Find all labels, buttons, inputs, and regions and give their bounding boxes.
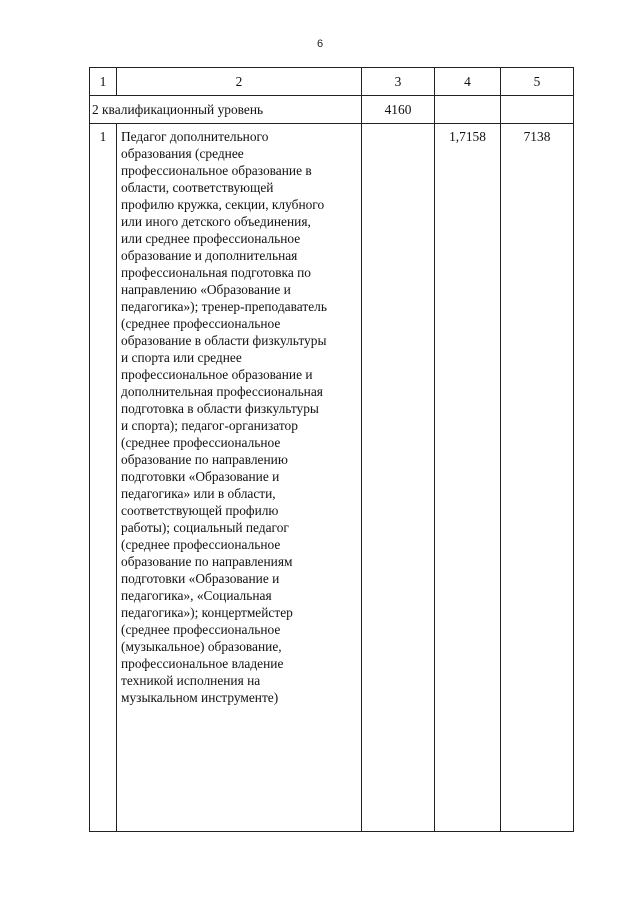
row-col3-cell: [362, 124, 435, 832]
qualification-level-label: 2 квалификационный уровень: [90, 96, 362, 124]
row-coefficient: 1,7158: [435, 124, 501, 832]
row-number: 1: [90, 124, 117, 832]
header-cell-5: 5: [501, 68, 574, 96]
header-cell-4: 4: [435, 68, 501, 96]
table-row: [90, 124, 574, 832]
header-cell-3: 3: [362, 68, 435, 96]
position-description: Педагог дополнительного образования (среднее профессиональное образование в области, соответствующей профилю кружка, секции, клубного или иного детского объединения, или среднее профессиональное образование и дополнительная профессиональная подготовка по направлению «Образование и педагогика»); тренер-преподаватель (среднее профессиональное образование в области физкультуры и спорта или среднее профессиональное образование и дополнительная профессиональная подготовка в области физкультуры и спорта); педагог-организатор (среднее профессиональное образование по направлению подготовки «Образование и педагогика» или в области, соответствующей профилю работы); социальный педагог (среднее профессиональное образование по направлениям подготовки «Образование и педагогика», «Социальная педагогика»); концертмейстер (среднее профессиональное (музыкальное) образование, профессиональное владение техникой исполнения на музыкальном инструменте): [117, 124, 362, 832]
qualification-level-empty-cell-5: [501, 96, 574, 124]
qualification-level-row: [90, 96, 574, 124]
qualification-level-base-salary: 4160: [362, 96, 435, 124]
header-cell-1: 1: [90, 68, 117, 96]
table-header-row: [90, 68, 574, 96]
qualification-level-empty-cell-4: [435, 96, 501, 124]
page-number: 6: [316, 38, 324, 50]
header-cell-2: 2: [117, 68, 362, 96]
row-amount: 7138: [501, 124, 574, 832]
salary-table: [89, 67, 574, 832]
